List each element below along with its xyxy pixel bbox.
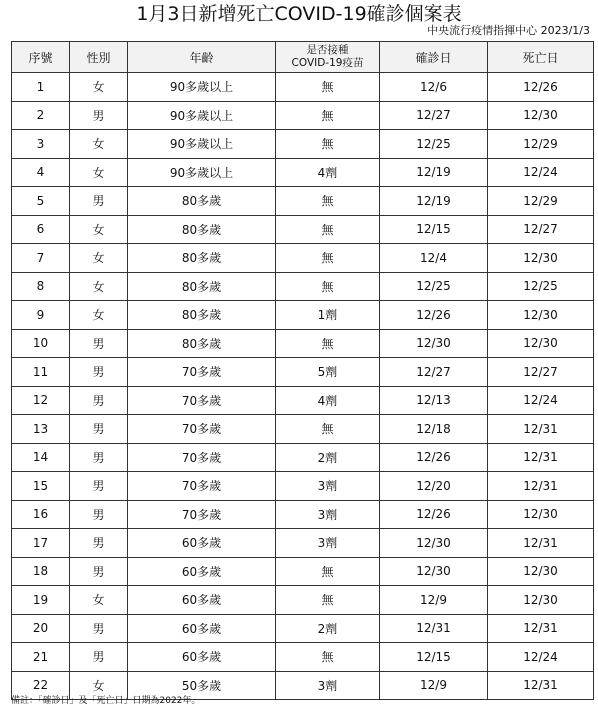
- cell-age: 80多歲: [128, 329, 276, 358]
- cell-death-date: 12/29: [488, 187, 594, 216]
- cell-death-date: 12/31: [488, 472, 594, 501]
- cell-sex: 女: [70, 671, 128, 700]
- cell-seq: 3: [12, 130, 70, 159]
- cell-vaccinated: 無: [276, 643, 380, 672]
- cell-sex: 女: [70, 215, 128, 244]
- cell-seq: 6: [12, 215, 70, 244]
- cell-vaccinated: 2劑: [276, 443, 380, 472]
- table-row: [12, 187, 594, 216]
- table-row: [12, 215, 594, 244]
- cell-seq: 2: [12, 101, 70, 130]
- cell-diagnosis-date: 12/30: [380, 557, 488, 586]
- table-row: [12, 386, 594, 415]
- cell-vaccinated: 無: [276, 272, 380, 301]
- cell-death-date: 12/30: [488, 244, 594, 273]
- cell-diagnosis-date: 12/9: [380, 671, 488, 700]
- cell-age: 80多歲: [128, 272, 276, 301]
- cell-death-date: 12/30: [488, 101, 594, 130]
- cell-diagnosis-date: 12/4: [380, 244, 488, 273]
- table-body: [12, 73, 594, 700]
- cell-seq: 16: [12, 500, 70, 529]
- cell-vaccinated: 無: [276, 557, 380, 586]
- table-row: [12, 500, 594, 529]
- cell-sex: 男: [70, 500, 128, 529]
- cell-death-date: 12/24: [488, 643, 594, 672]
- cell-vaccinated: 3劑: [276, 500, 380, 529]
- cell-age: 90多歲以上: [128, 73, 276, 102]
- cell-sex: 男: [70, 415, 128, 444]
- cell-seq: 15: [12, 472, 70, 501]
- cell-age: 80多歲: [128, 244, 276, 273]
- cell-sex: 男: [70, 614, 128, 643]
- cell-vaccinated: 無: [276, 586, 380, 615]
- page-title: 1月3日新增死亡COVID-19確診個案表: [136, 3, 462, 25]
- cell-vaccinated: 1劑: [276, 301, 380, 330]
- cell-diagnosis-date: 12/19: [380, 158, 488, 187]
- cell-vaccinated: 無: [276, 215, 380, 244]
- cell-diagnosis-date: 12/20: [380, 472, 488, 501]
- cell-age: 70多歲: [128, 443, 276, 472]
- cell-diagnosis-date: 12/27: [380, 101, 488, 130]
- cell-age: 70多歲: [128, 358, 276, 387]
- cell-vaccinated: 無: [276, 415, 380, 444]
- table-row: [12, 73, 594, 102]
- header-vaccinated: [276, 42, 380, 73]
- cell-sex: 男: [70, 358, 128, 387]
- cell-age: 90多歲以上: [128, 158, 276, 187]
- table-row: [12, 557, 594, 586]
- cell-vaccinated: 3劑: [276, 671, 380, 700]
- cell-sex: 男: [70, 329, 128, 358]
- cell-diagnosis-date: 12/26: [380, 443, 488, 472]
- cell-vaccinated: 3劑: [276, 472, 380, 501]
- cell-vaccinated: 無: [276, 101, 380, 130]
- cell-death-date: 12/30: [488, 329, 594, 358]
- cell-diagnosis-date: 12/30: [380, 529, 488, 558]
- cell-sex: 男: [70, 557, 128, 586]
- cell-seq: 21: [12, 643, 70, 672]
- cell-seq: 11: [12, 358, 70, 387]
- cell-death-date: 12/31: [488, 671, 594, 700]
- table-row: [12, 614, 594, 643]
- cell-seq: 8: [12, 272, 70, 301]
- cell-age: 60多歲: [128, 529, 276, 558]
- cell-diagnosis-date: 12/26: [380, 500, 488, 529]
- cell-age: 90多歲以上: [128, 130, 276, 159]
- cell-death-date: 12/30: [488, 586, 594, 615]
- cell-sex: 女: [70, 130, 128, 159]
- cell-vaccinated: 無: [276, 244, 380, 273]
- header-vaccinated-line2: COVID-19疫苗: [291, 57, 364, 69]
- cell-seq: 7: [12, 244, 70, 273]
- cell-seq: 20: [12, 614, 70, 643]
- footnote: 備註：「確診日」及「死亡日」日期為2022年。: [11, 696, 201, 706]
- table-row: [12, 272, 594, 301]
- cell-diagnosis-date: 12/26: [380, 301, 488, 330]
- cell-death-date: 12/30: [488, 500, 594, 529]
- table-row: [12, 643, 594, 672]
- cell-diagnosis-date: 12/15: [380, 643, 488, 672]
- table-row: [12, 358, 594, 387]
- cell-sex: 男: [70, 101, 128, 130]
- cell-diagnosis-date: 12/15: [380, 215, 488, 244]
- header-diagnosis-date: 確診日: [380, 42, 488, 73]
- header-vaccinated-line1: 是否接種: [306, 44, 349, 56]
- cell-vaccinated: 4劑: [276, 158, 380, 187]
- cell-age: 80多歲: [128, 187, 276, 216]
- table-row: [12, 301, 594, 330]
- cell-age: 80多歲: [128, 301, 276, 330]
- cell-seq: 1: [12, 73, 70, 102]
- cell-death-date: 12/24: [488, 386, 594, 415]
- cell-sex: 女: [70, 586, 128, 615]
- cell-seq: 17: [12, 529, 70, 558]
- cell-seq: 22: [12, 671, 70, 700]
- cell-age: 70多歲: [128, 386, 276, 415]
- cell-seq: 12: [12, 386, 70, 415]
- cell-death-date: 12/31: [488, 529, 594, 558]
- cell-age: 70多歲: [128, 415, 276, 444]
- cell-diagnosis-date: 12/25: [380, 272, 488, 301]
- cell-diagnosis-date: 12/30: [380, 329, 488, 358]
- cell-vaccinated: 無: [276, 187, 380, 216]
- cell-vaccinated: 無: [276, 329, 380, 358]
- cell-age: 80多歲: [128, 215, 276, 244]
- cell-sex: 男: [70, 443, 128, 472]
- cell-death-date: 12/31: [488, 415, 594, 444]
- cell-sex: 女: [70, 244, 128, 273]
- cell-age: 60多歲: [128, 643, 276, 672]
- cell-death-date: 12/27: [488, 358, 594, 387]
- cell-sex: 男: [70, 643, 128, 672]
- cell-seq: 10: [12, 329, 70, 358]
- cell-death-date: 12/26: [488, 73, 594, 102]
- table-row: [12, 244, 594, 273]
- cell-age: 50多歲: [128, 671, 276, 700]
- cell-vaccinated: 無: [276, 73, 380, 102]
- table-row: [12, 130, 594, 159]
- header-death-date: 死亡日: [488, 42, 594, 73]
- cell-vaccinated: 4劑: [276, 386, 380, 415]
- cell-age: 60多歲: [128, 614, 276, 643]
- header-age: 年齡: [128, 42, 276, 73]
- cell-diagnosis-date: 12/31: [380, 614, 488, 643]
- cell-death-date: 12/31: [488, 443, 594, 472]
- source-label: 中央流行疫情指揮中心 2023/1/3: [427, 24, 590, 37]
- cell-sex: 女: [70, 301, 128, 330]
- cell-death-date: 12/27: [488, 215, 594, 244]
- cell-vaccinated: 5劑: [276, 358, 380, 387]
- cell-diagnosis-date: 12/9: [380, 586, 488, 615]
- table-row: [12, 415, 594, 444]
- cell-seq: 4: [12, 158, 70, 187]
- cell-diagnosis-date: 12/19: [380, 187, 488, 216]
- cell-vaccinated: 無: [276, 130, 380, 159]
- cell-sex: 男: [70, 386, 128, 415]
- cell-seq: 18: [12, 557, 70, 586]
- cell-death-date: 12/31: [488, 614, 594, 643]
- cell-sex: 女: [70, 158, 128, 187]
- cell-diagnosis-date: 12/27: [380, 358, 488, 387]
- cell-death-date: 12/30: [488, 557, 594, 586]
- cell-sex: 女: [70, 73, 128, 102]
- cell-seq: 5: [12, 187, 70, 216]
- cell-diagnosis-date: 12/18: [380, 415, 488, 444]
- cell-death-date: 12/29: [488, 130, 594, 159]
- cell-diagnosis-date: 12/6: [380, 73, 488, 102]
- cell-seq: 13: [12, 415, 70, 444]
- cell-sex: 男: [70, 529, 128, 558]
- table-row: [12, 158, 594, 187]
- cell-age: 90多歲以上: [128, 101, 276, 130]
- table-row: [12, 472, 594, 501]
- cases-table: [11, 41, 594, 700]
- header-sex: 性別: [70, 42, 128, 73]
- cell-diagnosis-date: 12/25: [380, 130, 488, 159]
- cell-seq: 9: [12, 301, 70, 330]
- table-header-row: [12, 42, 594, 73]
- cell-age: 70多歲: [128, 472, 276, 501]
- cell-sex: 女: [70, 272, 128, 301]
- cell-death-date: 12/25: [488, 272, 594, 301]
- cell-age: 70多歲: [128, 500, 276, 529]
- cell-sex: 男: [70, 187, 128, 216]
- table-row: [12, 529, 594, 558]
- table-row: [12, 329, 594, 358]
- cell-vaccinated: 3劑: [276, 529, 380, 558]
- cell-seq: 19: [12, 586, 70, 615]
- table-row: [12, 443, 594, 472]
- table-row: [12, 101, 594, 130]
- cell-diagnosis-date: 12/13: [380, 386, 488, 415]
- cell-seq: 14: [12, 443, 70, 472]
- header-seq: 序號: [12, 42, 70, 73]
- cell-age: 60多歲: [128, 557, 276, 586]
- cell-death-date: 12/24: [488, 158, 594, 187]
- cell-death-date: 12/30: [488, 301, 594, 330]
- cell-sex: 男: [70, 472, 128, 501]
- cell-vaccinated: 2劑: [276, 614, 380, 643]
- cell-age: 60多歲: [128, 586, 276, 615]
- table-row: [12, 586, 594, 615]
